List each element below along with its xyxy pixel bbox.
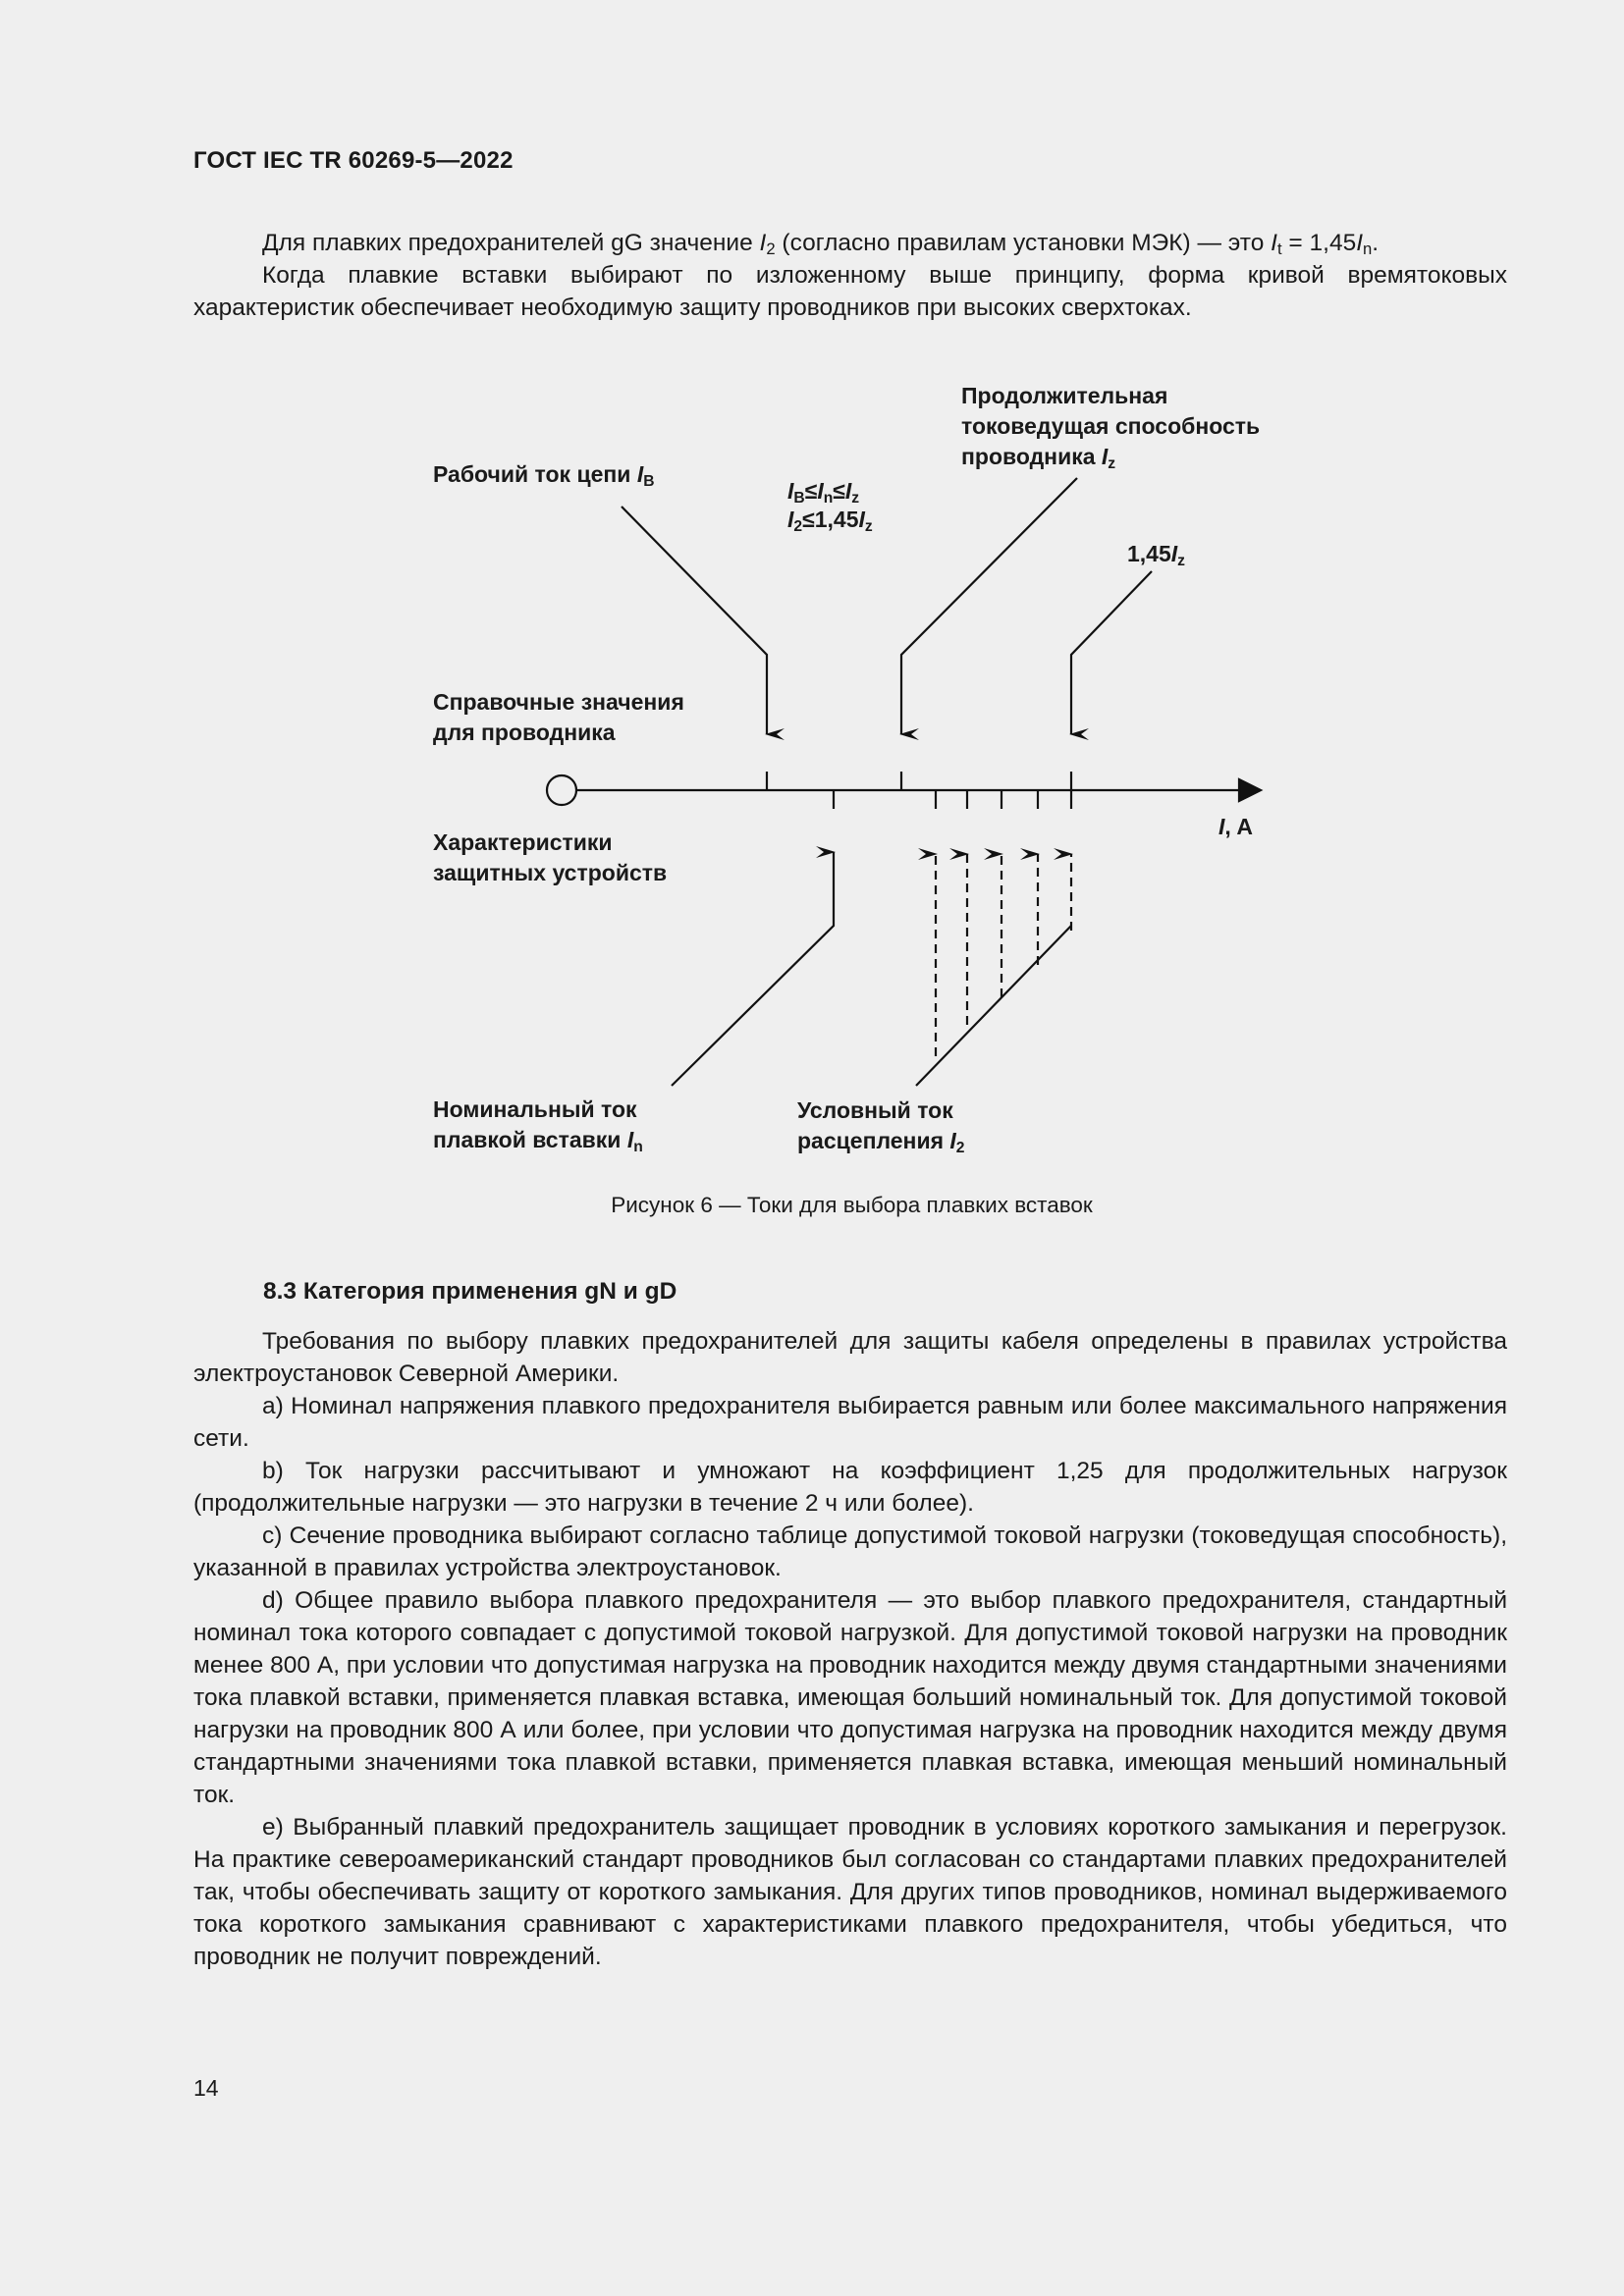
section-item-e: e) Выбранный плавкий предохранитель защищает проводник в условиях короткого замыкания и перегрузок. На практике североамериканский стандарт проводников был согласован со стандартами плавких предохранителей так, чтобы обеспечивать защиту от короткого замыкания. Для других типов проводников, номинал выдерживаемого тока короткого замыкания сравнивают с характеристиками плавкого предохранителя, чтобы убедиться, что проводник не получит повреждений. — [193, 1814, 1507, 1970]
label-reference-line-1: Справочные значения — [433, 689, 684, 715]
intro-paragraph-1: Для плавких предохранителей gG значение $I_2$ (согласно правилам установки МЭК) — это $I_t = 1,45I_n$. — [262, 230, 1380, 259]
intro-paragraph-2: Когда плавкие вставки выбирают по изложенному выше принципу, форма кривой времятоковых характеристик обеспечивает необходимую защиту проводников при высоких сверхтоках. — [193, 262, 1507, 321]
label-protective-line-1: Характеристики — [433, 829, 613, 855]
section-paragraph-intro: Требования по выбору плавких предохранителей для защиты кабеля определены в правилах устройства электроустановок Северной Америки. — [193, 1328, 1507, 1387]
arrow-capacity — [901, 478, 1077, 734]
label-capacity-line-1: Продолжительная — [961, 383, 1168, 408]
label-reference-line-2: для проводника — [433, 720, 616, 745]
section-item-c: c) Сечение проводника выбирают согласно таблице допустимой токовой нагрузки (токоведущая способность), указанной в правилах устройства электроустановок. — [193, 1522, 1507, 1581]
label-protective-line-2: защитных устройств — [433, 860, 668, 885]
axis-arrow-head — [1239, 779, 1261, 801]
label-working-current: Рабочий ток цепи $I_B$ — [433, 461, 655, 490]
label-capacity-line-2: токоведущая способность — [961, 413, 1261, 439]
label-condition-line-1: $I_B\le I_n\le I_z$ — [787, 478, 860, 507]
trip-diagonal — [916, 926, 1071, 1086]
section-item-a: a) Номинал напряжения плавкого предохранителя выбирается равным или более максимального напряжения сети. — [193, 1393, 1507, 1452]
page-number: 14 — [193, 2075, 219, 2101]
label-145iz: $1,45I_z$ — [1127, 541, 1185, 569]
label-nominal-line-2: плавкой вставки $I_n$ — [433, 1127, 643, 1155]
section-title: 8.3 Категория применения gN и gD — [263, 1278, 677, 1305]
section-item-d: d) Общее правило выбора плавкого предохранителя — это выбор плавкого предохранителя, стандартный номинал тока которого совпадает с допустимой токовой нагрузкой. Для допустимой токовой нагрузки на проводник менее 800 А, при условии что допустимая нагрузка на проводник находится между двумя стандартными значениями тока плавкой вставки, применяется плавкая вставка, имеющая больший номинальный ток. Для допустимой токовой нагрузки на проводник 800 А или более, при условии что допустимая нагрузка на проводник находится между двумя стандартными значениями тока плавкой вставки, применяется плавкая вставка, имеющая меньший номинальный ток. — [193, 1587, 1507, 1808]
label-condition-line-2: $I_2\le 1,45I_z$ — [787, 507, 873, 535]
axis-label: I, A — [1218, 814, 1253, 839]
label-trip-line-1: Условный ток — [797, 1097, 953, 1123]
document-header: ГОСТ IEC TR 60269-5—2022 — [193, 147, 514, 174]
figure-caption: Рисунок 6 — Токи для выбора плавких вставок — [611, 1193, 1093, 1217]
section-item-b: b) Ток нагрузки рассчитывают и умножают на коэффициент 1,25 для продолжительных нагрузок (продолжительные нагрузки — это нагрузки в течение 2 ч или более). — [193, 1458, 1507, 1517]
label-trip-line-2: расцепления $I_2$ — [797, 1128, 965, 1156]
arrow-145iz — [1071, 571, 1152, 734]
label-nominal-line-1: Номинальный ток — [433, 1096, 637, 1122]
arrow-nominal-current — [672, 852, 834, 1086]
label-capacity-line-3: проводника $I_z$ — [961, 444, 1116, 472]
axis-origin-circle — [547, 775, 576, 805]
